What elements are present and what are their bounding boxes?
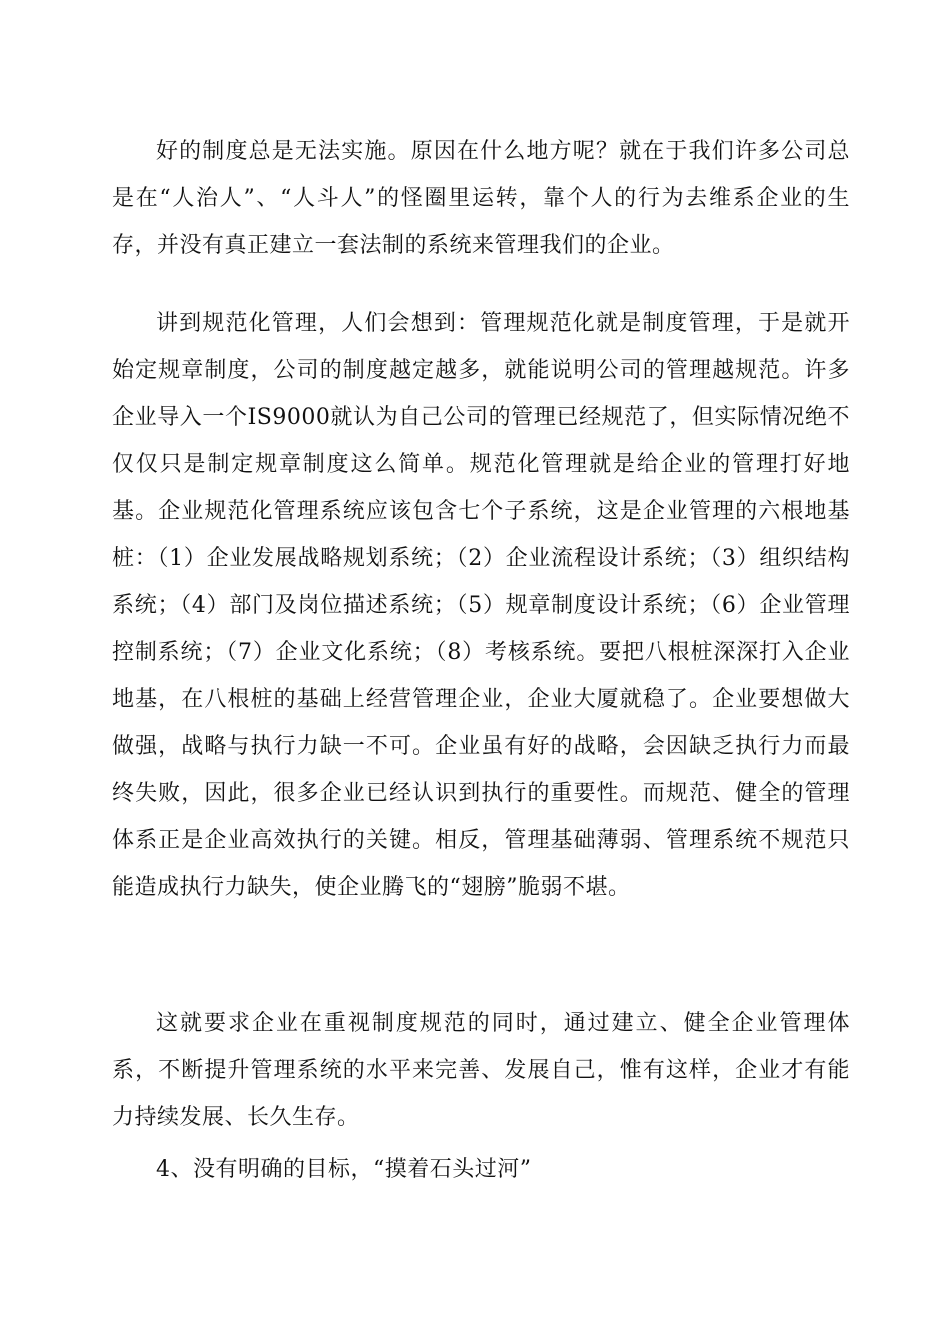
paragraph-system-implementation: 好的制度总是无法实施。原因在什么地方呢？就在于我们许多公司总是在“人治人”、“人斗人”的怪圈里运转，靠个人的行为去维系企业的生存，并没有真正建立一套法制的系统来管理我们的企业。 [112,139,850,258]
section-heading-no-clear-goals: 4、没有明确的目标，“摸着石头过河” [156,1157,532,1182]
paragraph-management-system-requirement: 这就要求企业在重视制度规范的同时，通过建立、健全企业管理体系，不断提升管理系统的水平来完善、发展自己，惟有这样，企业才有能力持续发展、长久生存。 [112,1011,850,1130]
paragraph-standardized-management: 讲到规范化管理，人们会想到：管理规范化就是制度管理，于是就开始定规章制度，公司的制度越定越多，就能说明公司的管理越规范。许多企业导入一个IS9000就认为自己公司的管理已经规范了，但实际情况绝不仅仅只是制定规章制度这么简单。规范化管理就是给企业的管理打好地基。企业规范化管理系统应该包含七个子系统，这是企业管理的六根地基桩：（1）企业发展战略规划系统；（2）企业流程设计系统；（3）组织结构系统；（4）部门及岗位描述系统；（5）规章制度设计系统；（6）企业管理控制系统；（7）企业文化系统；（8）考核系统。要把八根桩深深打入企业地基，在八根桩的基础上经营管理企业，企业大厦就稳了。企业要想做大做强，战略与执行力缺一不可。企业虽有好的战略，会因缺乏执行力而最终失败，因此，很多企业已经认识到执行的重要性。而规范、健全的管理体系正是企业高效执行的关键。相反，管理基础薄弱、管理系统不规范只能造成执行力缺失，使企业腾飞的“翅膀”脆弱不堪。 [112,311,850,900]
